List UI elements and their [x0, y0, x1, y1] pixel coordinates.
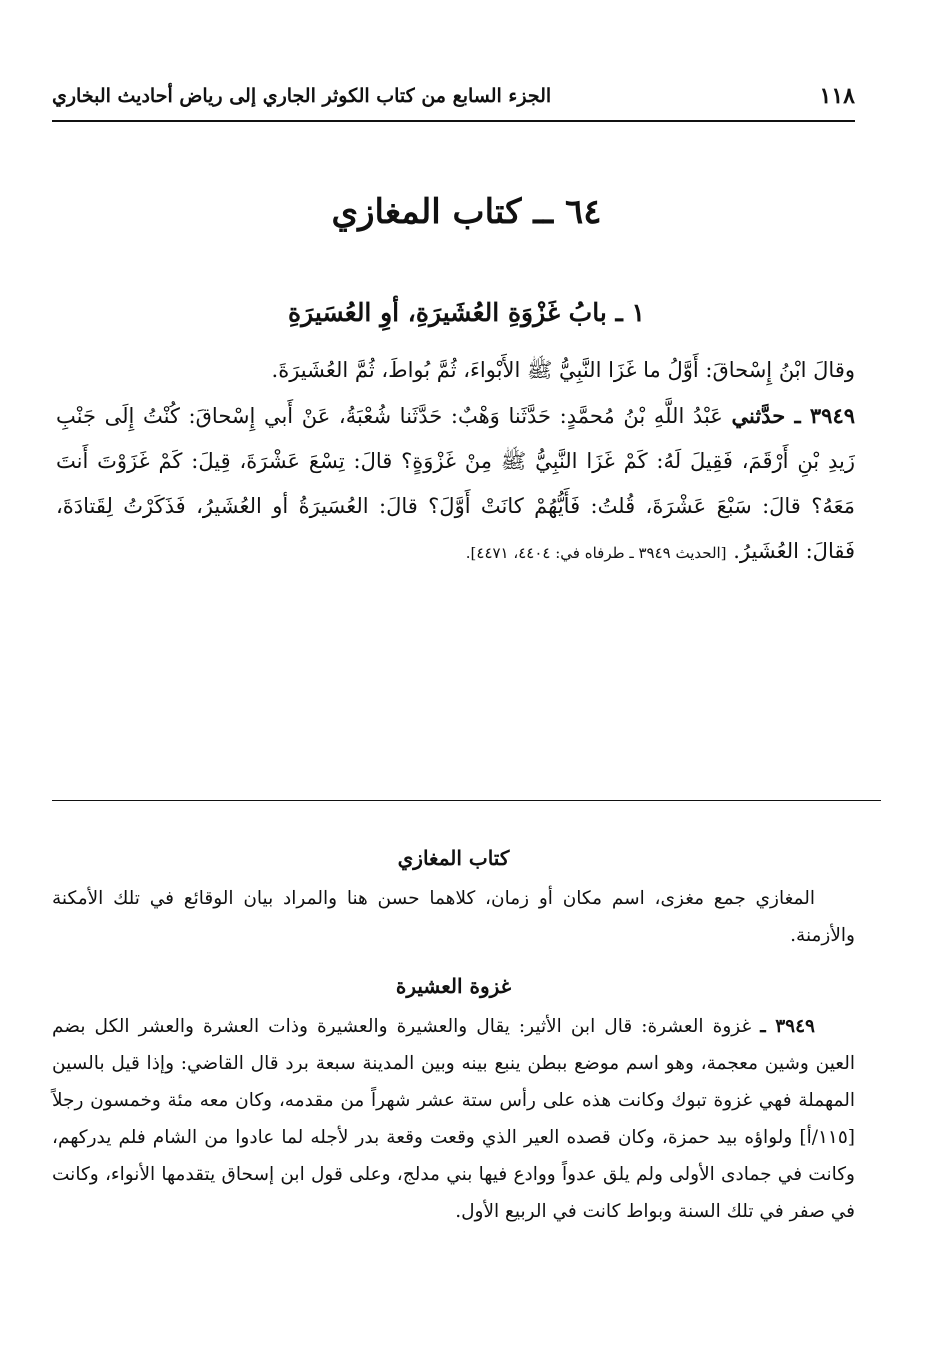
commentary-hadith-number: ٣٩٤٩ ـ: [760, 1016, 815, 1037]
commentary-heading-ushayra: غزوة العشيرة: [395, 974, 512, 998]
commentary-paragraph-maghazi: المغازي جمع مغزى، اسم مكان أو زمان، كلاهما حسن هنا والمراد بيان الوقائع في تلك الأمكنة والأزمنة.: [52, 888, 855, 946]
hadith-number: ٣٩٤٩ ـ حدَّثني: [731, 403, 856, 428]
commentary-heading-maghazi: كتاب المغازي: [397, 846, 510, 870]
footnote-rule: [52, 800, 881, 801]
running-header: [52, 78, 855, 114]
intro-text: وقالَ ابْنُ إِسْحاقَ: أَوَّلُ ما غَزَا النَّبِيُّ ﷺ الأَبْواءَ، ثُمَّ بُواطَ، ثُمَّ العُشَيرَةَ.: [271, 358, 855, 382]
book-title: ٦٤ ــ كتاب المغازي: [331, 192, 602, 232]
hadith-paragraph: [56, 393, 855, 576]
commentary-paragraph-ushayra: [52, 1008, 855, 1230]
hadith-text: عَبْدُ اللَّهِ بْنُ مُحمَّدٍ: حَدَّثَنا وَهْبٌ: حَدَّثَنا شُعْبَةُ، عَنْ أَبي إِسْحاقَ: كُنْتُ إِلَى جَنْبِ زَيدِ بْنِ أَرْقَمَ، فَقِيلَ لَهُ: كَمْ غَزَا النَّبِيُّ ﷺ مِنْ غَزْوَةٍ؟ قالَ: تِسْعَ عَشْرَةَ، قِيلَ: كَمْ غَزَوْتَ أَنتَ مَعَهُ؟ قالَ: سَبْعَ عَشْرَةَ، قُلتُ: فَأَيُّهُمْ كانَتْ أَوَّلَ؟ قالَ: العُسَيرَةُ أو العُشَيرُ، فَذَكَرْتُ لِقَتادَةَ، فَقالَ: العُشَيرُ.: [56, 404, 855, 563]
page-number: ١١٨: [819, 83, 855, 109]
intro-paragraph: [56, 348, 855, 393]
hadith-reference: [الحديث ٣٩٤٩ ـ طرفاه في: ٤٤٠٤، ٤٤٧١].: [465, 544, 727, 562]
commentary-text: غزوة العشرة: قال ابن الأثير: يقال والعشيرة والعشيرة وذات العشرة والعشر الكل بضم العين وشين معجمة، وهو اسم موضع ببطن ينبع بينه وبين المدينة سبعة برد قال القاضي: وإذا قيل بالسين المهملة فهي غزوة تبوك وكانت هذه على رأس ستة عشر شهراً من مقدمه، وكان معه مئة وخمسون رجلاً [١١٥/أ] ولواؤه بيد حمزة، وكان قصده العير الذي وقعت وقعة بدر لأجله لما عادوا من الشام فلم يدركهم، وكانت في جمادى الأولى ولم يلق عدواً ووادع فيها بني مدلج، وعلى قول ابن إسحاق يتقدمها الأنواء، وكانت في صفر في تلك السنة وبواط كانت في الربيع الأول.: [52, 1016, 855, 1222]
commentary-section: [52, 836, 855, 1230]
chapter-title: ١ ـ بابُ غَزْوَةِ العُشَيرَةِ، أوِ العُسَيرَةِ: [288, 298, 645, 327]
header-rule: [52, 120, 855, 122]
spacer: [52, 954, 855, 964]
running-title: الجزء السابع من كتاب الكوثر الجاري إلى رياض أحاديث البخاري: [52, 85, 552, 107]
main-text: [56, 348, 855, 576]
